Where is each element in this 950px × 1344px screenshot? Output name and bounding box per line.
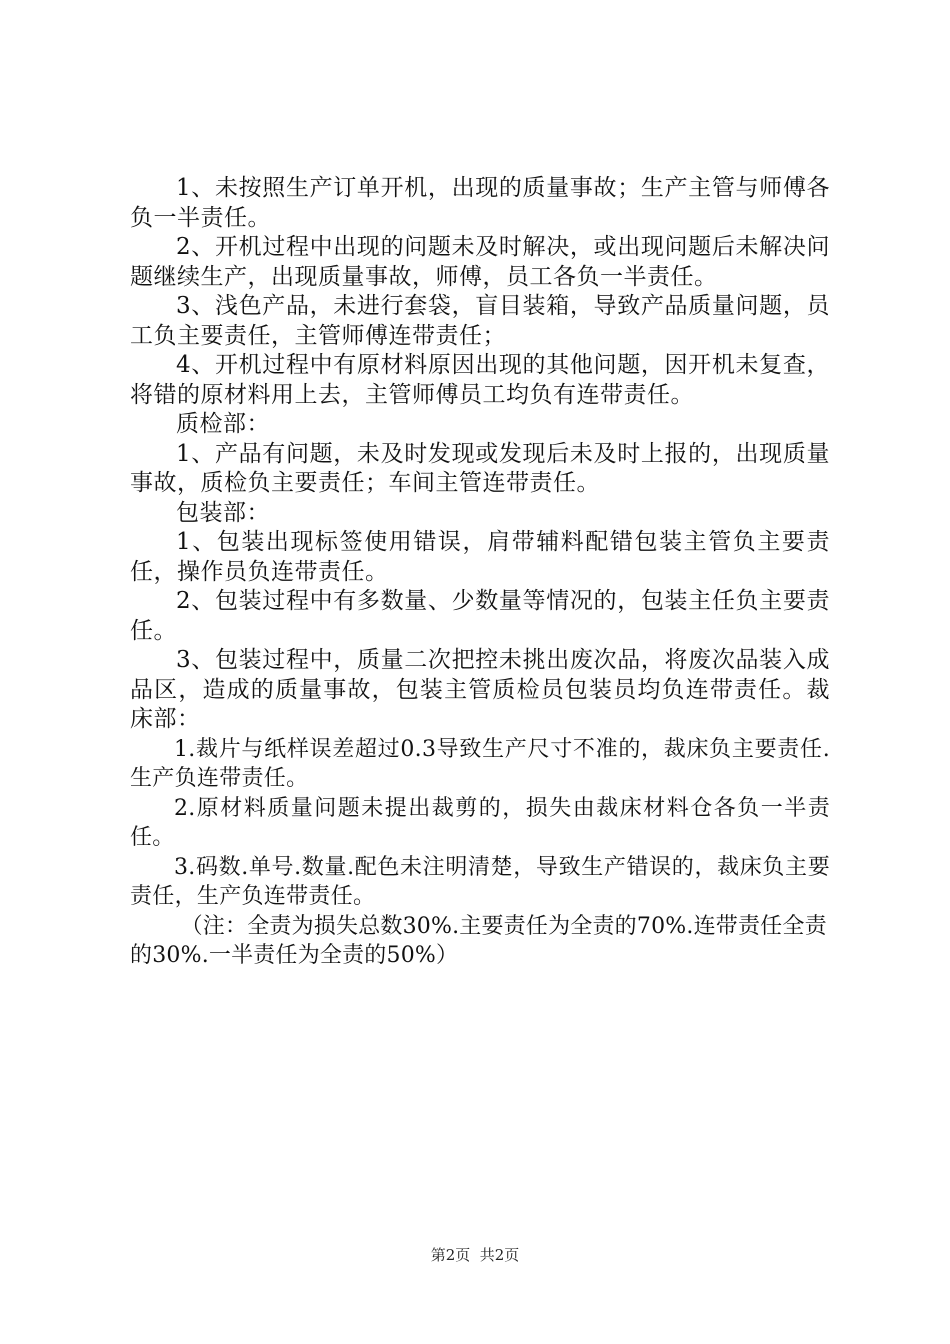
paragraph: 3、包装过程中，质量二次把控未挑出废次品，将废次品装入成品区，造成的质量事故，包装主管质检员包装员均负连带责任。裁床部： bbox=[130, 647, 830, 732]
paragraph: 1.裁片与纸样误差超过0.3导致生产尺寸不准的，裁床负主要责任.生产负连带责任。 bbox=[130, 736, 830, 791]
paragraph: 1、产品有问题，未及时发现或发现后未及时上报的，出现质量事故，质检负主要责任；车间主管连带责任。 bbox=[130, 440, 830, 496]
paragraph: 1、包装出现标签使用错误，肩带辅料配错包装主管负主要责任，操作员负连带责任。 bbox=[130, 529, 830, 585]
paragraph: 4、开机过程中有原材料原因出现的其他问题，因开机未复查，将错的原材料用上去，主管师傅员工均负有连带责任。 bbox=[130, 352, 830, 408]
paragraph: 3、浅色产品，未进行套袋，盲目装箱，导致产品质量问题，员工负主要责任，主管师傅连带责任； bbox=[130, 293, 830, 349]
page-footer: 第2页 共2页 bbox=[430, 1246, 520, 1264]
paragraph: 2、开机过程中出现的问题未及时解决，或出现问题后未解决问题继续生产，出现质量事故，师傅，员工各负一半责任。 bbox=[130, 234, 830, 290]
paragraph: 2、包装过程中有多数量、少数量等情况的，包装主任负主要责任。 bbox=[130, 588, 830, 644]
responsibility-note: （注：全责为损失总数30%.主要责任为全责的70%.连带责任全责的30%.一半责任为全责的50%） bbox=[130, 913, 827, 968]
paragraph: 3.码数.单号.数量.配色未注明清楚，导致生产错误的，裁床负主要责任，生产负连带责任。 bbox=[130, 854, 830, 909]
paragraph: 1、未按照生产订单开机，出现的质量事故；生产主管与师傅各负一半责任。 bbox=[130, 175, 830, 231]
document-body bbox=[130, 174, 830, 971]
section-heading-quality: 质检部： bbox=[176, 411, 270, 437]
section-heading-packaging: 包装部： bbox=[176, 499, 270, 526]
paragraph: 2.原材料质量问题未提出裁剪的，损失由裁床材料仓各负一半责任。 bbox=[130, 795, 830, 850]
